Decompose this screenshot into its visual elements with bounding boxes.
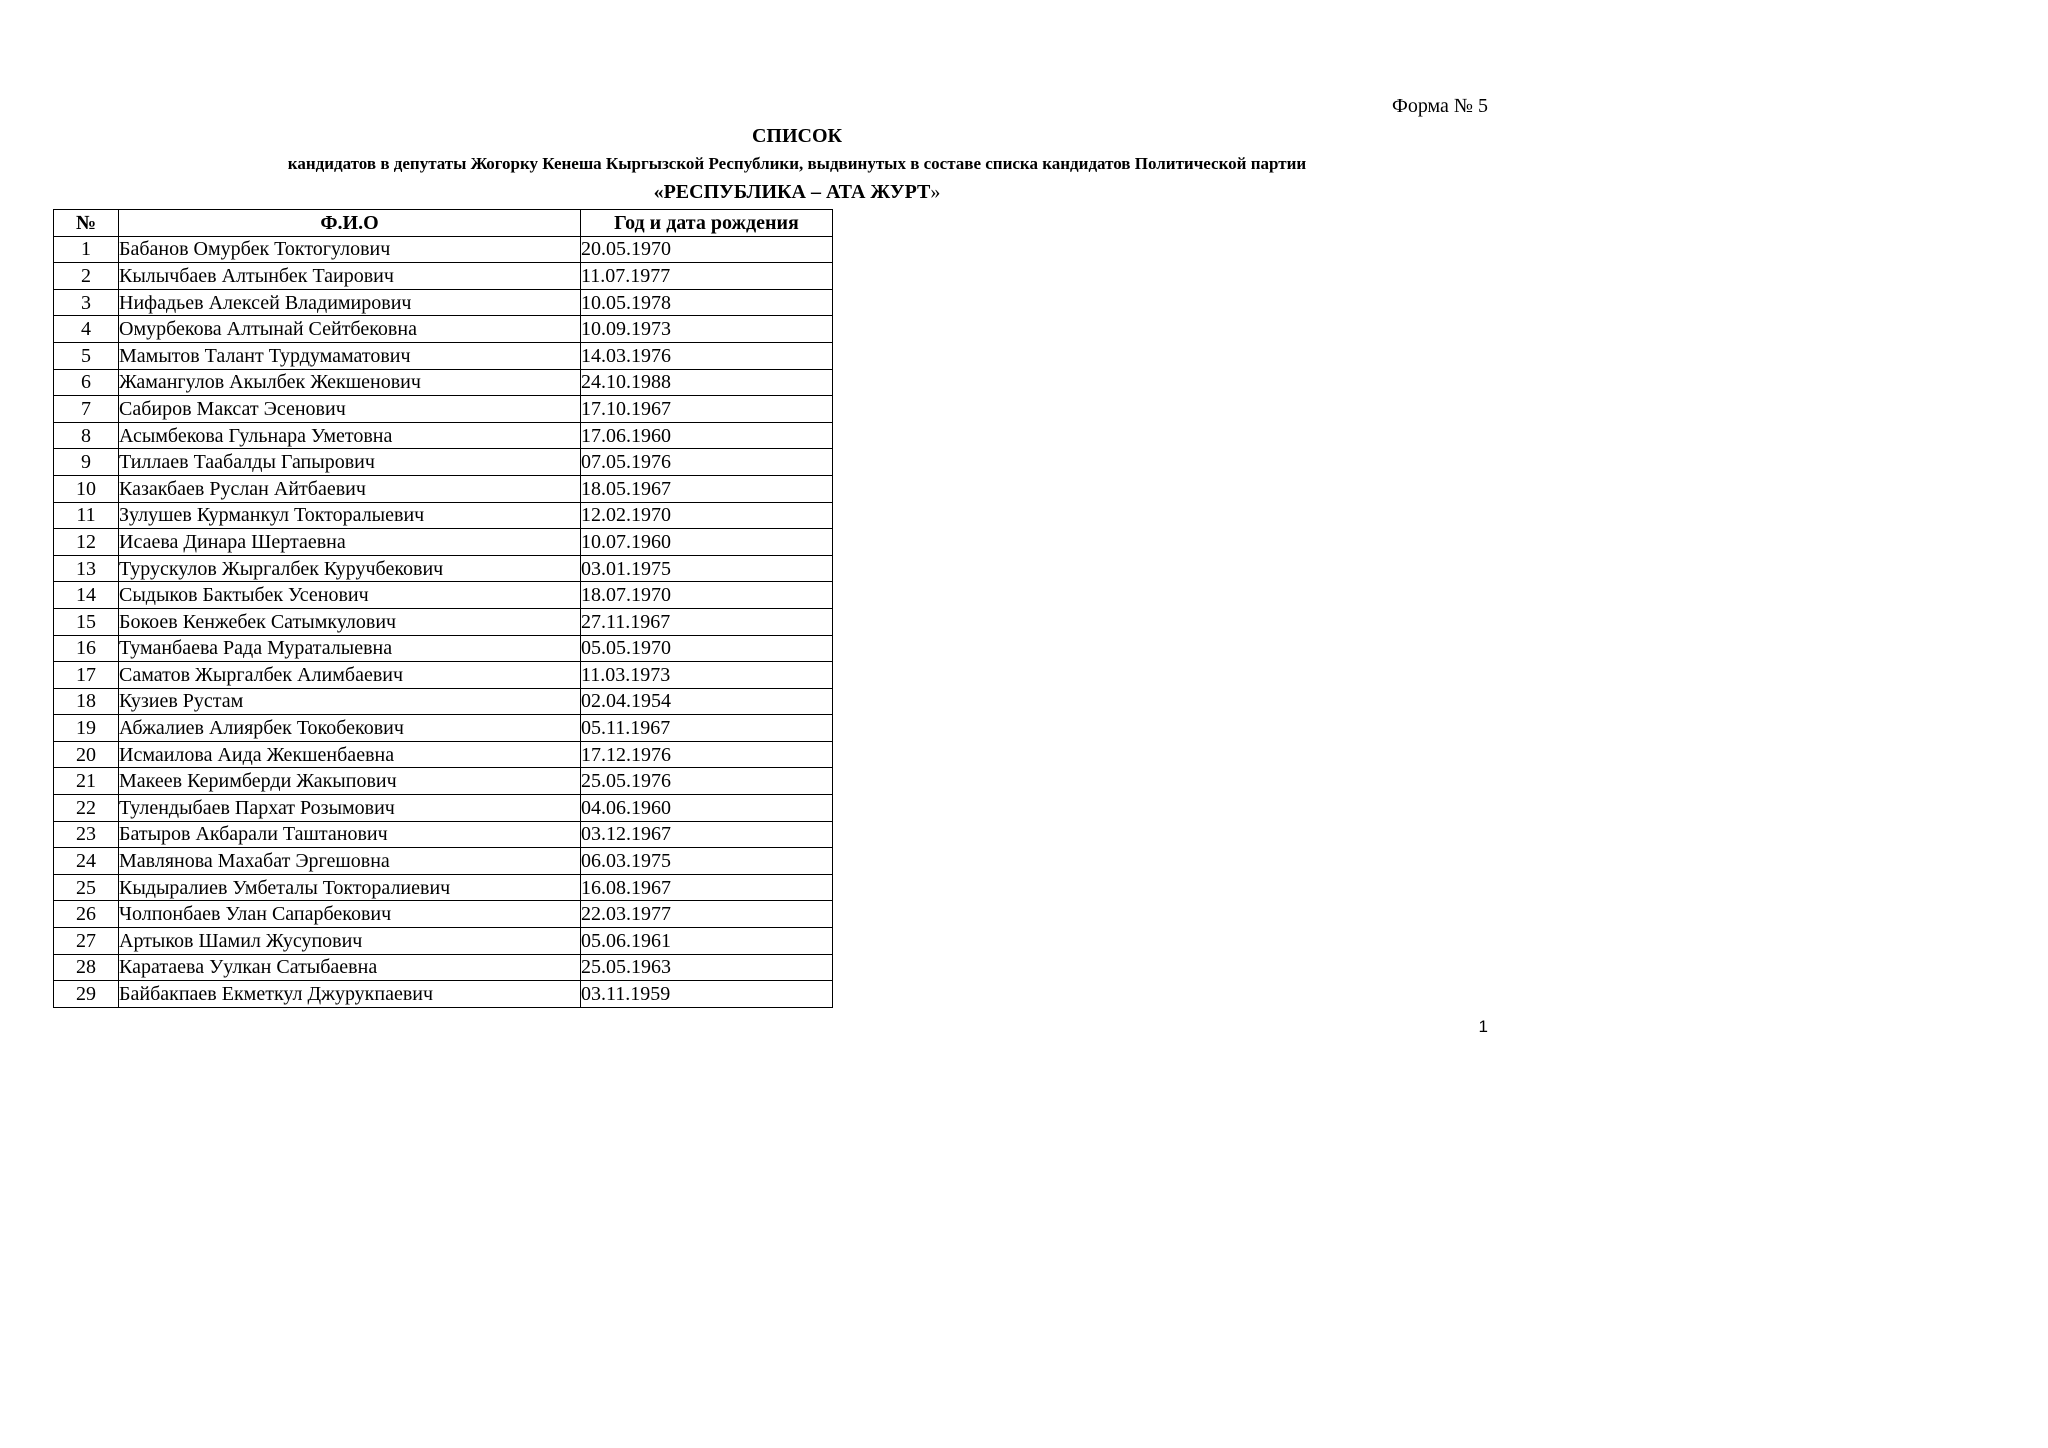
- candidate-name-cell: Артыков Шамил Жусупович: [119, 928, 581, 955]
- birth-date-cell: 16.08.1967: [581, 874, 833, 901]
- candidate-name-cell: Зулушев Курманкул Токторалыевич: [119, 502, 581, 529]
- row-number-cell: 2: [54, 263, 119, 290]
- party-close-quote: »: [930, 181, 941, 203]
- birth-date-cell: 11.03.1973: [581, 662, 833, 689]
- table-row: [54, 715, 833, 742]
- candidate-name-cell: Мавлянова Махабат Эргешовна: [119, 848, 581, 875]
- birth-date-cell: 12.02.1970: [581, 502, 833, 529]
- party-open-quote: «: [653, 181, 664, 203]
- candidate-name-cell: Жамангулов Акылбек Жекшенович: [119, 369, 581, 396]
- row-number-cell: 5: [54, 342, 119, 369]
- row-number-cell: 11: [54, 502, 119, 529]
- table-row: [54, 901, 833, 928]
- candidate-name-cell: Тиллаев Таабалды Гапырович: [119, 449, 581, 476]
- table-row: [54, 608, 833, 635]
- table-row: [54, 688, 833, 715]
- row-number-cell: 13: [54, 555, 119, 582]
- birth-date-cell: 11.07.1977: [581, 263, 833, 290]
- birth-date-cell: 25.05.1963: [581, 954, 833, 981]
- birth-date-cell: 10.05.1978: [581, 289, 833, 316]
- candidate-name-cell: Абжалиев Алиярбек Токобекович: [119, 715, 581, 742]
- table-row: [54, 741, 833, 768]
- candidate-name-cell: Исаева Динара Шертаевна: [119, 529, 581, 556]
- candidate-name-cell: Туманбаева Рада Мураталыевна: [119, 635, 581, 662]
- birth-date-cell: 05.05.1970: [581, 635, 833, 662]
- table-row: [54, 502, 833, 529]
- row-number-cell: 8: [54, 422, 119, 449]
- birth-date-cell: 05.06.1961: [581, 928, 833, 955]
- row-number-cell: 10: [54, 475, 119, 502]
- candidates-table: [53, 209, 833, 1008]
- table-row: [54, 928, 833, 955]
- row-number-cell: 27: [54, 928, 119, 955]
- candidate-name-cell: Сыдыков Бактыбек Усенович: [119, 582, 581, 609]
- table-row: [54, 582, 833, 609]
- candidate-name-cell: Исмаилова Аида Жекшенбаевна: [119, 741, 581, 768]
- birth-date-cell: 07.05.1976: [581, 449, 833, 476]
- candidate-name-cell: Турускулов Жыргалбек Куручбекович: [119, 555, 581, 582]
- birth-date-cell: 04.06.1960: [581, 795, 833, 822]
- candidate-name-cell: Бабанов Омурбек Токтогулович: [119, 236, 581, 263]
- candidate-name-cell: Асымбекова Гульнара Уметовна: [119, 422, 581, 449]
- table-row: [54, 555, 833, 582]
- birth-date-cell: 14.03.1976: [581, 342, 833, 369]
- table-row: [54, 635, 833, 662]
- row-number-cell: 25: [54, 874, 119, 901]
- birth-date-cell: 17.06.1960: [581, 422, 833, 449]
- candidate-name-cell: Байбакпаев Екметкул Джурукпаевич: [119, 981, 581, 1008]
- form-number-label: Форма № 5: [1392, 95, 1488, 117]
- table-row: [54, 768, 833, 795]
- party-name: РЕСПУБЛИКА – АТА ЖУРТ: [663, 181, 931, 203]
- birth-date-cell: 22.03.1977: [581, 901, 833, 928]
- row-number-cell: 21: [54, 768, 119, 795]
- candidate-name-cell: Нифадьев Алексей Владимирович: [119, 289, 581, 316]
- row-number-cell: 17: [54, 662, 119, 689]
- candidate-name-cell: Казакбаев Руслан Айтбаевич: [119, 475, 581, 502]
- row-number-cell: 20: [54, 741, 119, 768]
- row-number-cell: 23: [54, 821, 119, 848]
- birth-date-cell: 20.05.1970: [581, 236, 833, 263]
- table-row: [54, 874, 833, 901]
- candidate-name-cell: Батыров Акбарали Таштанович: [119, 821, 581, 848]
- table-row: [54, 316, 833, 343]
- candidate-name-cell: Омурбекова Алтынай Сейтбековна: [119, 316, 581, 343]
- birth-date-cell: 05.11.1967: [581, 715, 833, 742]
- row-number-cell: 16: [54, 635, 119, 662]
- candidate-name-cell: Каратаева Уулкан Сатыбаевна: [119, 954, 581, 981]
- table-row: [54, 396, 833, 423]
- table-row: [54, 954, 833, 981]
- table-row: [54, 449, 833, 476]
- table-row: [54, 263, 833, 290]
- table-row: [54, 529, 833, 556]
- row-number-cell: 12: [54, 529, 119, 556]
- party-name-line: [0, 180, 1594, 204]
- candidates-table-body: [54, 236, 833, 1007]
- table-row: [54, 369, 833, 396]
- birth-date-cell: 10.07.1960: [581, 529, 833, 556]
- row-number-cell: 28: [54, 954, 119, 981]
- candidate-name-cell: Саматов Жыргалбек Алимбаевич: [119, 662, 581, 689]
- candidate-name-cell: Кылычбаев Алтынбек Таирович: [119, 263, 581, 290]
- table-row: [54, 662, 833, 689]
- row-number-cell: 4: [54, 316, 119, 343]
- row-number-cell: 6: [54, 369, 119, 396]
- birth-date-cell: 25.05.1976: [581, 768, 833, 795]
- row-number-cell: 1: [54, 236, 119, 263]
- row-number-cell: 29: [54, 981, 119, 1008]
- row-number-cell: 19: [54, 715, 119, 742]
- row-number-cell: 9: [54, 449, 119, 476]
- birth-date-cell: 03.11.1959: [581, 981, 833, 1008]
- table-header-row: [54, 210, 833, 237]
- table-row: [54, 981, 833, 1008]
- column-header-number: №: [54, 210, 119, 237]
- table-row: [54, 342, 833, 369]
- document-title: СПИСОК: [751, 125, 843, 147]
- candidate-name-cell: Сабиров Максат Эсенович: [119, 396, 581, 423]
- candidate-name-cell: Мамытов Талант Турдумаматович: [119, 342, 581, 369]
- column-header-birth-date: Год и дата рождения: [581, 210, 833, 237]
- table-row: [54, 289, 833, 316]
- candidate-name-cell: Макеев Керимберди Жакыпович: [119, 768, 581, 795]
- table-row: [54, 848, 833, 875]
- column-header-full-name: Ф.И.О: [119, 210, 581, 237]
- table-row: [54, 795, 833, 822]
- birth-date-cell: 02.04.1954: [581, 688, 833, 715]
- candidate-name-cell: Чолпонбаев Улан Сапарбекович: [119, 901, 581, 928]
- birth-date-cell: 10.09.1973: [581, 316, 833, 343]
- table-row: [54, 236, 833, 263]
- table-row: [54, 422, 833, 449]
- candidate-name-cell: Тулендыбаев Пархат Розымович: [119, 795, 581, 822]
- birth-date-cell: 06.03.1975: [581, 848, 833, 875]
- row-number-cell: 7: [54, 396, 119, 423]
- birth-date-cell: 17.10.1967: [581, 396, 833, 423]
- birth-date-cell: 03.01.1975: [581, 555, 833, 582]
- row-number-cell: 14: [54, 582, 119, 609]
- row-number-cell: 22: [54, 795, 119, 822]
- birth-date-cell: 17.12.1976: [581, 741, 833, 768]
- birth-date-cell: 18.07.1970: [581, 582, 833, 609]
- row-number-cell: 3: [54, 289, 119, 316]
- table-row: [54, 821, 833, 848]
- page-number: 1: [1478, 1017, 1488, 1036]
- candidate-name-cell: Кыдыралиев Умбеталы Токторалиевич: [119, 874, 581, 901]
- candidate-name-cell: Бокоев Кенжебек Сатымкулович: [119, 608, 581, 635]
- row-number-cell: 26: [54, 901, 119, 928]
- birth-date-cell: 03.12.1967: [581, 821, 833, 848]
- birth-date-cell: 27.11.1967: [581, 608, 833, 635]
- candidate-name-cell: Кузиев Рустам: [119, 688, 581, 715]
- row-number-cell: 18: [54, 688, 119, 715]
- birth-date-cell: 24.10.1988: [581, 369, 833, 396]
- birth-date-cell: 18.05.1967: [581, 475, 833, 502]
- row-number-cell: 24: [54, 848, 119, 875]
- table-row: [54, 475, 833, 502]
- row-number-cell: 15: [54, 608, 119, 635]
- document-subtitle: кандидатов в депутаты Жогорку Кенеша Кыргызской Республики, выдвинутых в составе списка кандидатов Политической партии: [287, 154, 1307, 173]
